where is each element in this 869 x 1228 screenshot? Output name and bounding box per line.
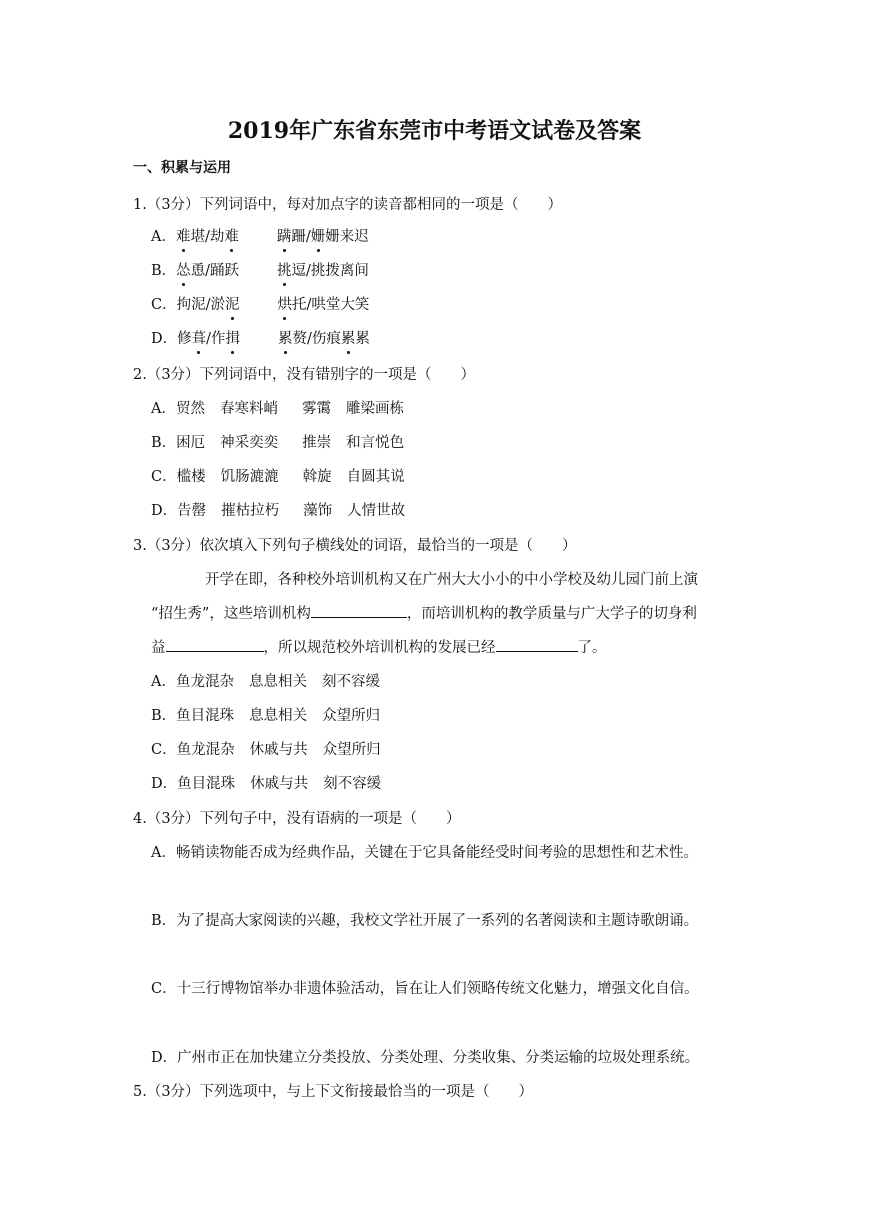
option-label: B． <box>151 263 177 279</box>
question-2-stem: 2.（3分）下列词语中，没有错别字的一项是（ ） <box>133 367 476 383</box>
question-4-stem: 4.（3分）下列句子中，没有语病的一项是（ ） <box>133 811 461 827</box>
q3-option-d: D．鱼目混珠 休戚与共 刻不容缓 <box>151 776 382 792</box>
q4-option-c: C．十三行博物馆举办非遗体验活动，旨在让人们领略传统文化魅力，增强文化自信。 <box>151 981 699 997</box>
fill-blank-2[interactable] <box>166 639 264 652</box>
option-label: A． <box>151 229 176 245</box>
q1-option-b <box>151 259 369 280</box>
option-label: C． <box>151 297 177 313</box>
q3-passage-line-2: “招生秀”，这些培训机构 ，而培训机构的教学质量与广大学子的切身利 <box>151 606 697 622</box>
q3-passage-line-3: 益 ，所以规范校外培训机构的发展已经 了。 <box>151 640 607 656</box>
q3-option-b: B．鱼目混珠 息息相关 众望所归 <box>151 708 381 724</box>
q4-option-b: B．为了提高大家阅读的兴趣，我校文学社开展了一系列的名著阅读和主题诗歌朗诵。 <box>151 913 699 929</box>
q2-option-b: B．困厄 神采奕奕 推崇 和言悦色 <box>151 435 405 451</box>
word-pair-1: 怂恿/踊跃 <box>176 259 239 280</box>
q3-option-a: A．鱼龙混杂 息息相关 刻不容缓 <box>151 674 380 690</box>
q2-option-d: D．告罄 摧枯拉朽 藻饰 人情世故 <box>151 503 406 519</box>
fill-blank-3[interactable] <box>496 639 578 652</box>
word-pair-2: 累赘/伤痕累累 <box>278 327 370 348</box>
q1-option-c <box>151 293 369 314</box>
question-5-stem: 5.（3分）下列选项中，与上下文衔接最恰当的一项是（ ） <box>133 1084 534 1100</box>
q1-option-d <box>151 327 370 348</box>
q1-option-a <box>151 225 369 246</box>
word-pair-1: 难堪/劫难 <box>176 225 239 246</box>
word-pair-2: 蹒跚/姗姗来迟 <box>277 225 369 246</box>
word-pair-1: 拘泥/淤泥 <box>177 293 240 314</box>
q3-option-c: C．鱼龙混杂 休戚与共 众望所归 <box>151 742 381 758</box>
word-pair-2: 挑逗/挑拨离间 <box>277 259 369 280</box>
page-title: 2019年广东省东莞市中考语文试卷及答案 <box>227 118 642 144</box>
option-label: D． <box>151 331 178 347</box>
question-1-stem: 1.（3分）下列词语中，每对加点字的读音都相同的一项是（ ） <box>133 197 563 213</box>
q2-option-a: A．贸然 春寒料峭 雾霭 雕梁画栋 <box>151 401 404 417</box>
fill-blank-1[interactable] <box>311 605 407 618</box>
section-title: 一、积累与运用 <box>133 160 231 176</box>
q3-passage-line-1: 开学在即，各种校外培训机构又在广州大大小小的中小学校及幼儿园门前上演 <box>205 572 698 588</box>
q4-option-d: D．广州市正在加快建立分类投放、分类处理、分类收集、分类运输的垃圾处理系统。 <box>151 1050 700 1066</box>
q2-option-c: C．槛楼 饥肠漉漉 斡旋 自圆其说 <box>151 469 405 485</box>
question-3-stem: 3.（3分）依次填入下列句子横线处的词语，最恰当的一项是（ ） <box>133 538 577 554</box>
word-pair-2: 烘托/哄堂大笑 <box>278 293 370 314</box>
q4-option-a: A．畅销读物能否成为经典作品，关键在于它具备能经受时间考验的思想性和艺术性。 <box>151 845 698 861</box>
word-pair-1: 修葺/作揖 <box>177 327 240 348</box>
